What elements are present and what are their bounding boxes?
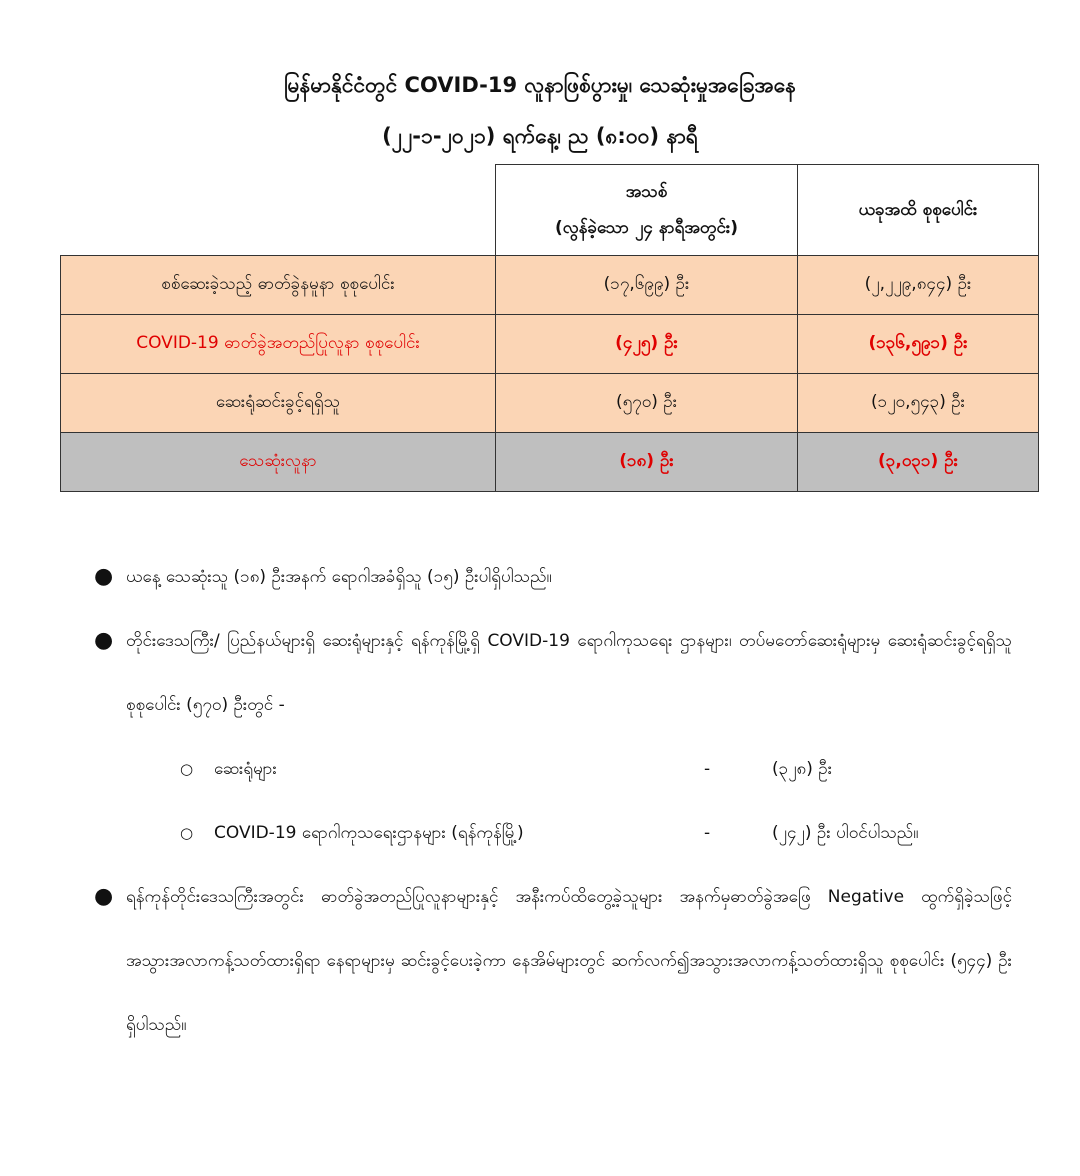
table-row-deaths [61, 433, 1039, 492]
row-label: သေဆုံးလူနာ [61, 433, 496, 492]
table-row-discharged [61, 374, 1039, 433]
row-label: စစ်ဆေးခဲ့သည့် ဓာတ်ခွဲနမူနာ စုစုပေါင်း [61, 256, 496, 315]
table-row-confirmed [61, 315, 1039, 374]
header-new-cases [496, 165, 798, 256]
bullet-item-discharges [92, 609, 1012, 737]
sub-item-dash: - [704, 823, 711, 843]
row-label: COVID-19 ဓာတ်ခွဲအတည်ပြုလူနာ စုစုပေါင်း [61, 315, 496, 374]
sub-item-value: (၃၂၈) ဦး [772, 759, 833, 779]
bullet-text: ယနေ့ သေဆုံးသူ (၁၈) ဦးအနက် ရောဂါအခံရှိသူ (၁၅) ဦးပါရှိပါသည်။ [126, 567, 552, 587]
row-new-value: (၄၂၅) ဦး [496, 315, 798, 374]
circle-bullet-icon: ○ [180, 760, 194, 778]
page-subtitle-datetime: (၂၂-၁-၂၀၂၁) ရက်နေ့၊ ည (၈:၀၀) နာရီ [382, 124, 698, 148]
header-total: ယခုအထိ စုစုပေါင်း [798, 165, 1039, 256]
row-new-value: (၁၇,၆၉၉) ဦး [496, 256, 798, 315]
bullet-item-deaths-note [92, 545, 1012, 609]
row-total-value: (၁၃၆,၅၉၁) ဦး [798, 315, 1039, 374]
page-title: မြန်မာနိုင်ငံတွင် COVID-19 လူနာဖြစ်ပွားမှု၊ သေဆုံးမှုအခြေအနေ [283, 73, 796, 97]
covid-status-table [60, 164, 1039, 492]
sub-item-label: COVID-19 ရောဂါကုသရေးဌာနများ (ရန်ကုန်မြို့) [214, 823, 524, 843]
row-label: ဆေးရုံဆင်းခွင့်ရရှိသူ [61, 374, 496, 433]
header-new-line1: အသစ် [625, 182, 668, 202]
bullet-dot-icon: ● [94, 628, 114, 653]
bullet-item-quarantine [92, 865, 1012, 1057]
sub-item-dash: - [704, 759, 711, 779]
row-total-value: (၁၂၀,၅၄၃) ဦး [798, 374, 1039, 433]
row-new-value: (၅၇၀) ဦး [496, 374, 798, 433]
sub-item-label: ဆေးရုံများ [214, 759, 277, 779]
sub-item-treatment-centers [92, 801, 1012, 865]
sub-item-value: (၂၄၂) ဦး ပါဝင်ပါသည်။ [772, 823, 919, 843]
table-header-row [61, 165, 1039, 256]
bullet-list [92, 545, 1012, 1057]
row-new-value: (၁၈) ဦး [496, 433, 798, 492]
sub-item-hospitals [92, 737, 1012, 801]
table-corner-cell [61, 165, 496, 256]
header-new-line2: (လွန်ခဲ့သော ၂၄ နာရီအတွင်း) [554, 218, 739, 238]
row-total-value: (၂,၂၂၉,၈၄၄) ဦး [798, 256, 1039, 315]
circle-bullet-icon: ○ [180, 824, 194, 842]
bullet-dot-icon: ● [94, 564, 114, 589]
bullet-dot-icon: ● [94, 884, 114, 909]
row-total-value: (၃,၀၃၁) ဦး [798, 433, 1039, 492]
table-row-tests [61, 256, 1039, 315]
bullet-text: ရန်ကုန်တိုင်းဒေသကြီးအတွင်း ဓာတ်ခွဲအတည်ပြုလူနာများနှင့် အနီးကပ်ထိတွေ့ခဲ့သူများ အနက်မှဓာတ်ခွဲအဖြေ Negative ထွက်ရှိခဲ့သဖြင့် အသွားအလာကန့်သတ်ထားရှိရာ နေရာများမှ ဆင်းခွင့်ပေးခဲ့ကာ နေအိမ်များတွင် ဆက်လက်၍အသွားအလာကန့်သတ်ထားရှိသူ စုစုပေါင်း (၅၄၄) ဦး ရှိပါသည်။ [126, 887, 1012, 1035]
bullet-text: တိုင်းဒေသကြီး/ ပြည်နယ်များရှိ ဆေးရုံများနှင့် ရန်ကုန်မြို့ရှိ COVID-19 ရောဂါကုသရေး ဌာနများ၊ တပ်မတော်ဆေးရုံများမှ ဆေးရုံဆင်းခွင့်ရရှိသူ စုစုပေါင်း (၅၇၀) ဦးတွင် - [126, 631, 1012, 715]
